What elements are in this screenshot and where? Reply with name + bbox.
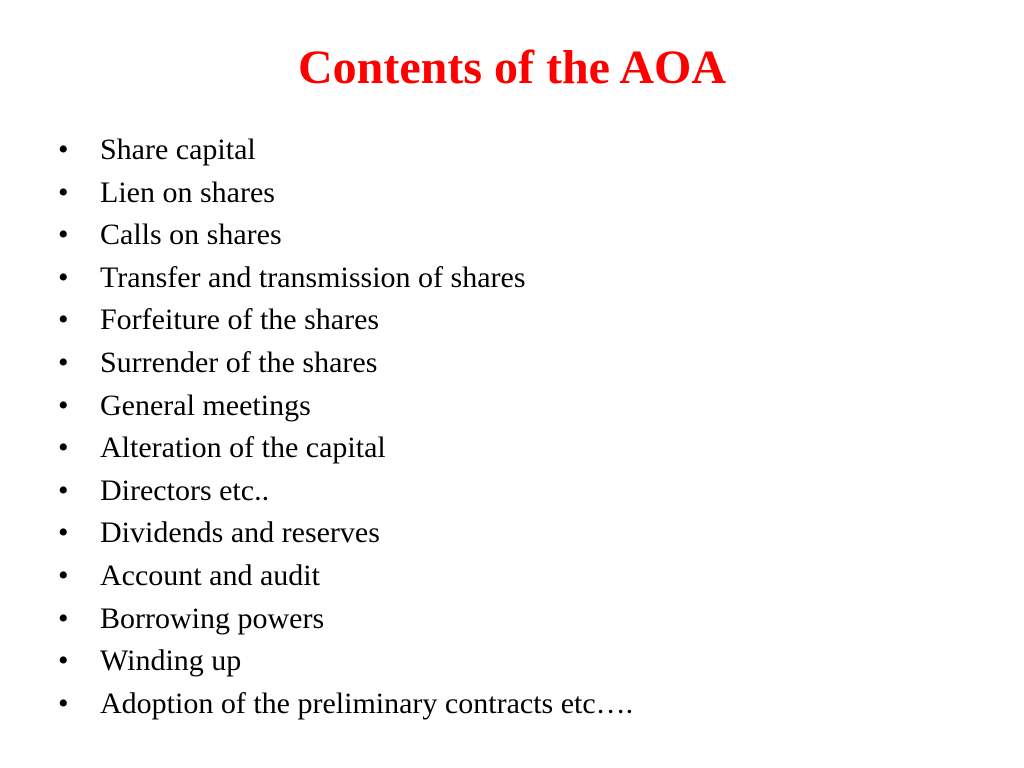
list-item [58,176,633,219]
list-item-text: Surrender of the shares [100,345,378,379]
bullet-icon: • [58,431,69,465]
list-item-text: Share capital [100,133,256,166]
bullet-icon: • [58,686,69,720]
list-item-text: Adoption of the preliminary contracts etc…. [100,686,634,720]
bullet-icon: • [58,260,69,294]
list-item [58,602,633,645]
list-item [58,261,633,304]
bullet-icon: • [58,644,69,678]
list-item [58,431,633,474]
list-item [58,133,633,176]
bullet-icon: • [58,473,69,507]
bullet-icon: • [58,516,69,550]
bullet-icon: • [58,558,69,592]
slide-title: Contents of the AOA [298,41,726,94]
list-item [58,346,633,389]
list-item-text: Lien on shares [100,175,275,209]
list-item-text: Calls on shares [100,218,282,252]
list-item [58,303,633,346]
bullet-icon: • [58,601,69,635]
list-item-text: Winding up [100,644,242,678]
list-item-text: Alteration of the capital [100,431,386,465]
bullet-icon: • [58,175,69,209]
list-item-text: Account and audit [100,558,320,592]
list-item-text: Borrowing powers [100,601,325,635]
list-item [58,687,633,730]
list-item [58,389,633,432]
list-item-text: Directors etc.. [100,473,270,507]
list-item [58,559,633,602]
bullet-icon: • [58,345,69,379]
bullet-icon: • [58,303,69,337]
bullet-icon: • [58,218,69,252]
list-item-text: Transfer and transmission of shares [100,260,526,294]
list-item [58,218,633,261]
bullet-icon: • [58,133,69,166]
bullet-icon: • [58,388,69,422]
list-item [58,474,633,517]
list-item-text: General meetings [100,388,311,422]
bullet-list [58,133,633,729]
list-item-text: Forfeiture of the shares [100,303,380,337]
list-item [58,644,633,687]
list-item-text: Dividends and reserves [100,516,380,550]
list-item [58,516,633,559]
